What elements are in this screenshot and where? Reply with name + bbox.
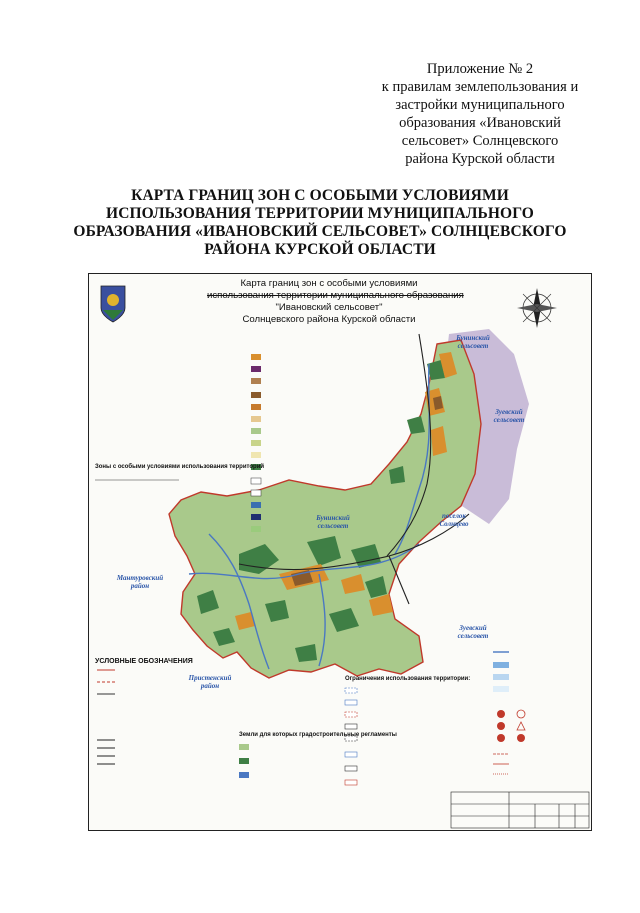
map-sheet (88, 273, 592, 831)
neighbor-label: Зуевский сельсовет (457, 624, 489, 640)
lands-legend (239, 744, 249, 778)
legend-title: УСЛОВНЫЕ ОБОЗНАЧЕНИЯ (95, 658, 193, 665)
title-line: РАЙОНА КУРСКОЙ ОБЛАСТИ (204, 241, 436, 258)
zone-legend-swatches (251, 354, 261, 532)
map-title-line: использования территории муниципального образования (207, 290, 464, 301)
neighbor-label: Бунинский сельсовет (316, 514, 350, 530)
boundary-legend-lines (97, 670, 115, 694)
appendix-line: сельсовет» Солнцевского (401, 133, 559, 149)
appendix-line: застройки муниципального (395, 97, 565, 113)
document-title (60, 187, 580, 259)
zones-block-title: Зоны с особыми условиями использования территорий (95, 464, 265, 470)
appendix-line: к правилам землепользования и (381, 79, 579, 95)
road-legend-lines (97, 740, 115, 764)
compass-rose-icon (517, 288, 557, 328)
map-title-line: "Ивановский сельсовет" (275, 302, 383, 313)
title-line: ОБРАЗОВАНИЯ «ИВАНОВСКИЙ СЕЛЬСОВЕТ» СОЛНЦЕВСКОГО (73, 223, 567, 240)
neighbor-label: Зуевский сельсовет (493, 408, 525, 424)
map-title (207, 278, 464, 326)
map-title-line: Карта границ зон с особыми условиями (240, 278, 418, 289)
engineering-legend (493, 652, 525, 774)
neighbor-label: Пристенский район (188, 674, 232, 690)
title-block-stamp (451, 792, 589, 828)
map-title-line: Солнцевского района Курской области (242, 314, 416, 325)
neighbor-label: поселок Солнцево (439, 512, 469, 528)
appendix-line: образования «Ивановский (399, 115, 561, 131)
neighbor-label: Мантуровский район (116, 574, 164, 590)
lands-title: Земли для которых градостроительные регламенты (239, 732, 397, 738)
neighbor-label: Бунинский сельсовет (456, 334, 490, 350)
title-line: КАРТА ГРАНИЦ ЗОН С ОСОБЫМИ УСЛОВИЯМИ (131, 187, 509, 204)
title-line: ИСПОЛЬЗОВАНИЯ ТЕРРИТОРИИ МУНИЦИПАЛЬНОГО (106, 205, 534, 222)
restrictions-title: Ограничения использования территории: (345, 676, 471, 682)
appendix-line: района Курской области (405, 151, 555, 167)
coat-of-arms-icon (101, 286, 125, 322)
map-graphic (89, 274, 591, 830)
appendix-block (350, 60, 610, 168)
appendix-line: Приложение № 2 (426, 61, 534, 77)
